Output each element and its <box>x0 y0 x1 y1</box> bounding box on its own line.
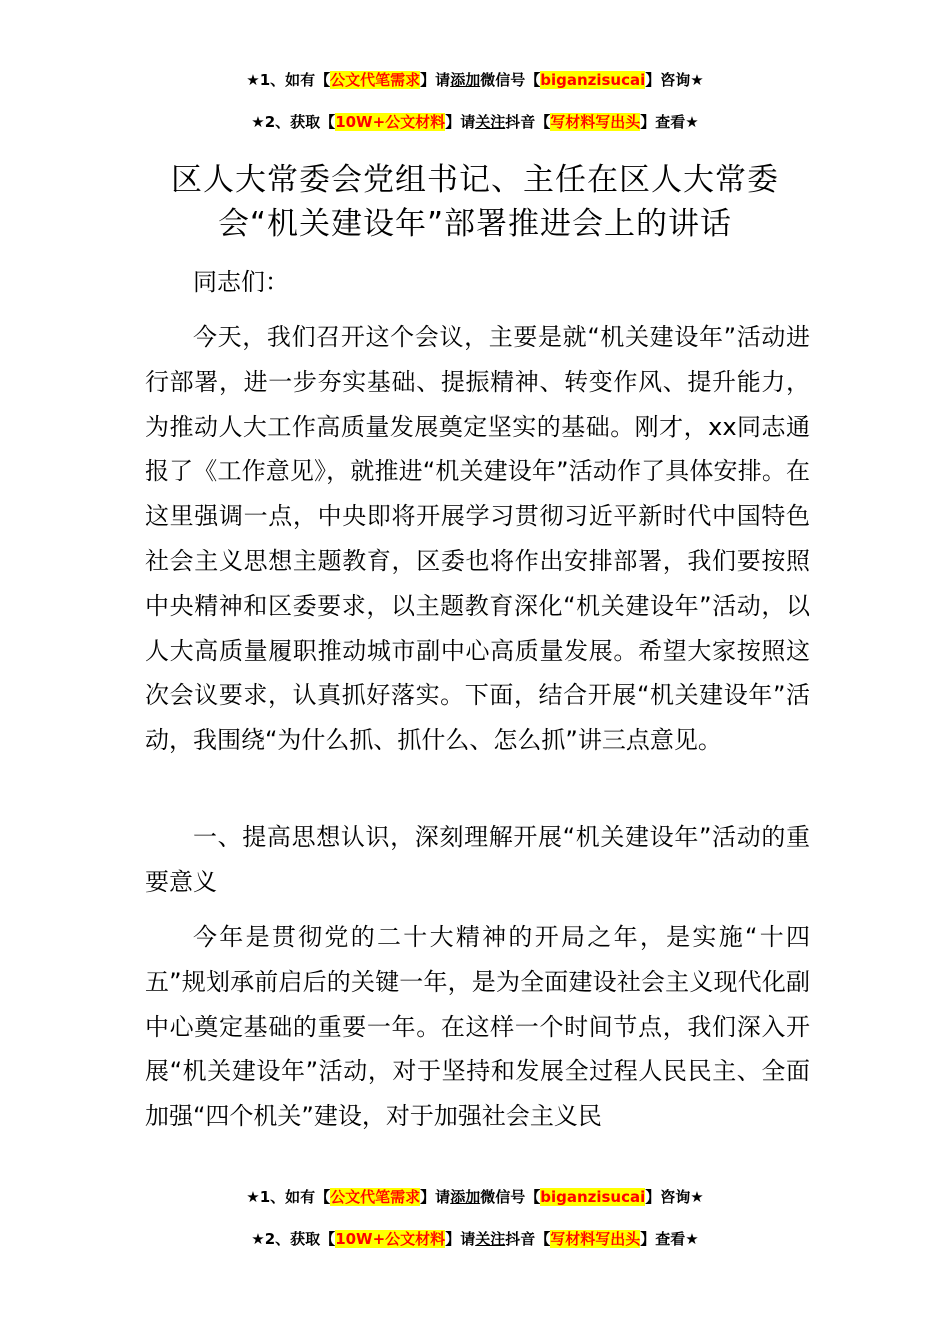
banner-highlight: biganzisucai <box>540 71 646 89</box>
banner-text: 】请 <box>420 71 451 89</box>
banner-text: 微信号【 <box>480 71 541 89</box>
banner-underlined: 关注 <box>475 113 506 131</box>
document-title <box>140 158 810 246</box>
banner-text: ★1、如有【 <box>246 71 331 89</box>
banner-text: 】请 <box>445 113 476 131</box>
banner-highlight: 公文代笔需求 <box>330 1188 421 1206</box>
banner-highlight: 公文代笔需求 <box>330 71 421 89</box>
banner-highlight: biganzisucai <box>540 1188 646 1206</box>
banner-text: 】请 <box>445 1230 476 1248</box>
banner-highlight: 写材料写出头 <box>550 1230 641 1248</box>
banner-highlight: 10W+公文材料 <box>335 1230 446 1248</box>
banner-text: 微信号【 <box>480 1188 541 1206</box>
banner-text: ★1、如有【 <box>246 1188 331 1206</box>
banner-underlined: 添加 <box>450 71 481 89</box>
banner-highlight: 10W+公文材料 <box>335 113 446 131</box>
title-line-1: 区人大常委会党组书记、主任在区人大常委 <box>171 162 779 198</box>
banner-text: 】请 <box>420 1188 451 1206</box>
bottom-banner-line-1 <box>0 1186 950 1208</box>
top-banner-line-2 <box>0 111 950 133</box>
banner-highlight: 写材料写出头 <box>550 113 641 131</box>
banner-underlined: 添加 <box>450 1188 481 1206</box>
section-heading-1: 一、提高思想认识，深刻理解开展“机关建设年”活动的重要意义 <box>145 823 810 896</box>
banner-underlined: 关注 <box>475 1230 506 1248</box>
banner-text: 】查看★ <box>640 113 699 131</box>
paragraph-1: 今天，我们召开这个会议，主要是就“机关建设年”活动进行部署，进一步夯实基础、提振精神、转变作风、提升能力，为推动人大工作高质量发展奠定坚实的基础。刚才，xx同志通报了《工作意见》，就推进“机关建设年”活动作了具体安排。在这里强调一点，中央即将开展学习贯彻习近平新时代中国特色社会主义思想主题教育，区委也将作出安排部署，我们要按照中央精神和区委要求，以主题教育深化“机关建设年”活动，以人大高质量履职推动城市副中心高质量发展。希望大家按照这次会议要求，认真抓好落实。下面，结合开展“机关建设年”活动，我围绕“为什么抓、抓什么、怎么抓”讲三点意见。 <box>145 323 810 755</box>
banner-text: ★2、获取【 <box>251 1230 336 1248</box>
banner-text: 】咨询★ <box>645 1188 704 1206</box>
salutation: 同志们： <box>193 268 289 296</box>
banner-text: 】咨询★ <box>645 71 704 89</box>
title-line-2: 会“机关建设年”部署推进会上的讲话 <box>217 206 733 242</box>
bottom-banner-line-2 <box>0 1228 950 1250</box>
banner-text: 抖音【 <box>505 113 551 131</box>
paragraph-2: 今年是贯彻党的二十大精神的开局之年，是实施“十四五”规划承前启后的关键一年，是为全面建设社会主义现代化副中心奠定基础的重要一年。在这样一个时间节点，我们深入开展“机关建设年”活动，对于坚持和发展全过程人民民主、全面加强“四个机关”建设，对于加强社会主义民 <box>145 923 810 1131</box>
banner-text: 】查看★ <box>640 1230 699 1248</box>
top-banner-line-1 <box>0 69 950 91</box>
banner-text: 抖音【 <box>505 1230 551 1248</box>
banner-text: ★2、获取【 <box>251 113 336 131</box>
